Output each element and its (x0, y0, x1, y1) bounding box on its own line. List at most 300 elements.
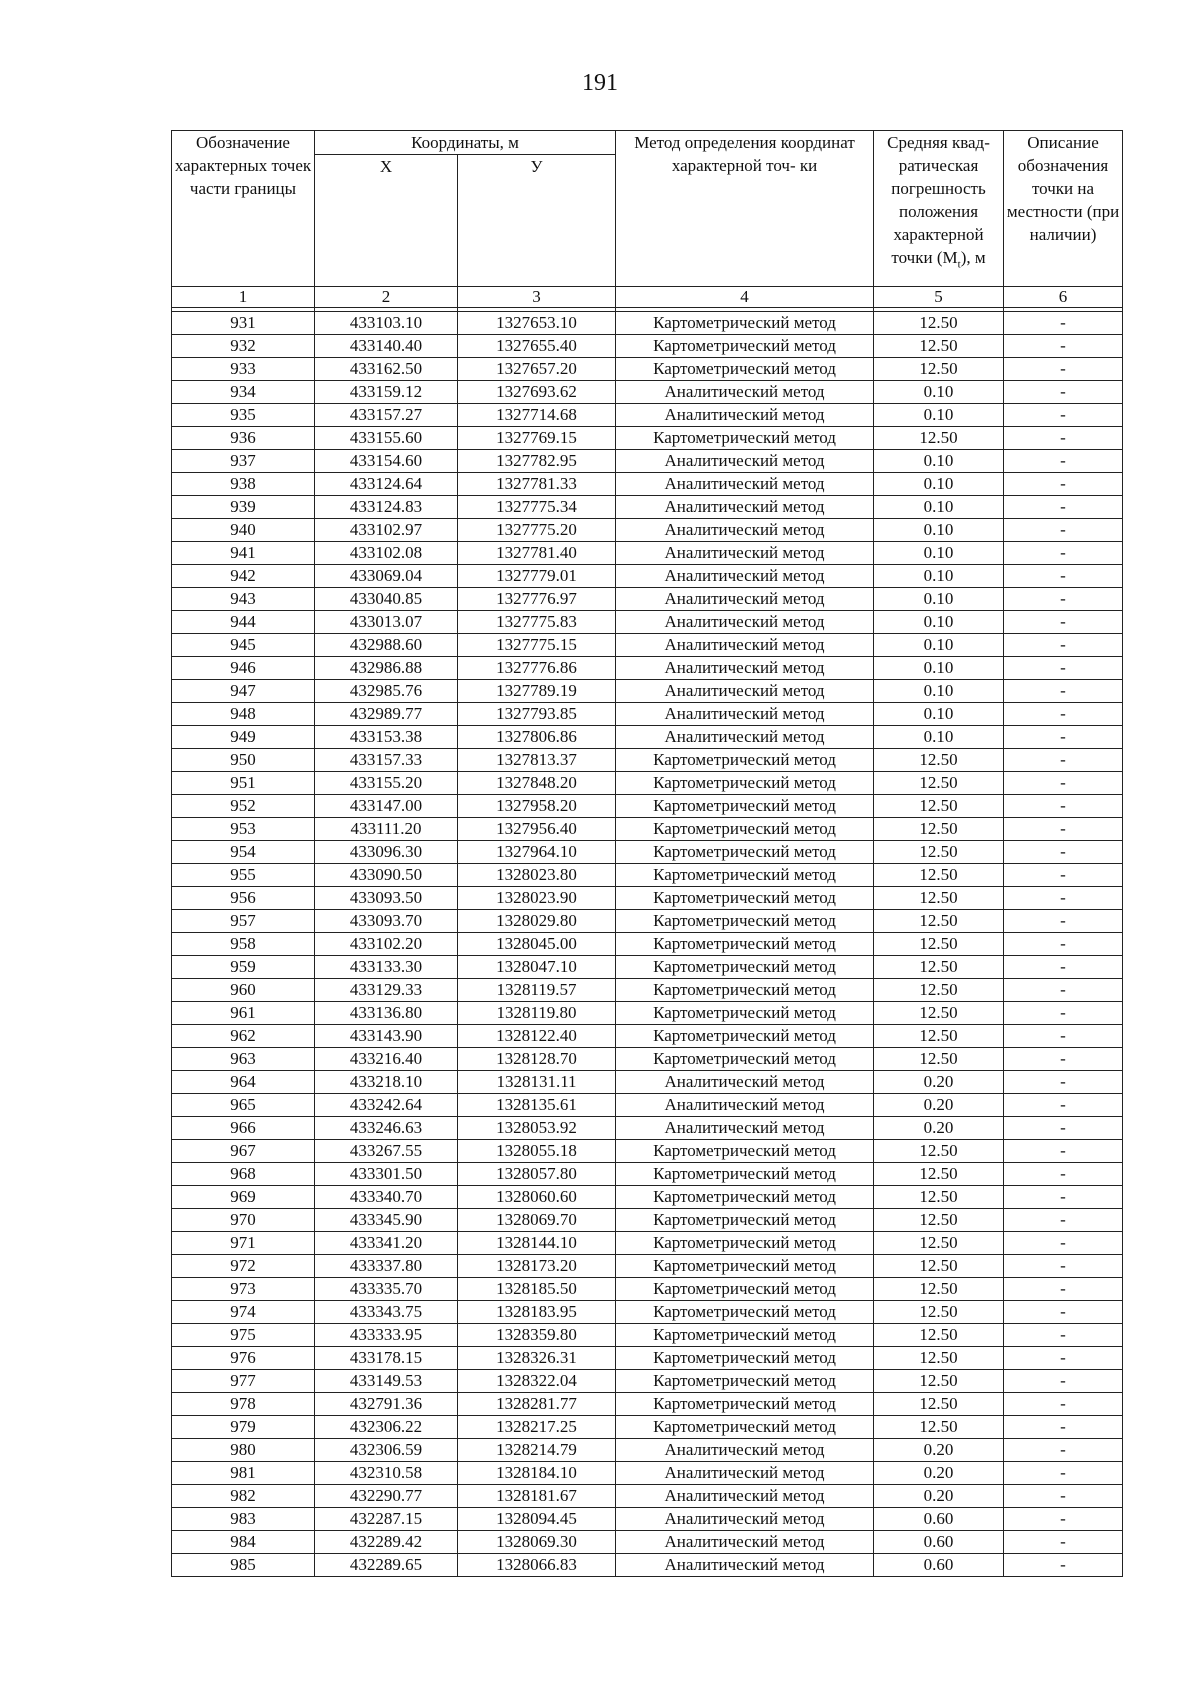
error-cell: 12.50 (874, 979, 1004, 1002)
table-row (172, 1163, 1123, 1186)
error-cell: 12.50 (874, 1324, 1004, 1347)
description-cell: - (1004, 1554, 1123, 1577)
error-cell: 0.20 (874, 1117, 1004, 1140)
description-cell: - (1004, 956, 1123, 979)
y-cell: 1328185.50 (458, 1278, 616, 1301)
table-row (172, 933, 1123, 956)
point-id-cell: 950 (172, 749, 315, 772)
method-cell: Картометрический метод (616, 1347, 874, 1370)
method-cell: Аналитический метод (616, 680, 874, 703)
method-cell: Аналитический метод (616, 565, 874, 588)
error-cell: 12.50 (874, 910, 1004, 933)
x-cell: 432289.65 (315, 1554, 458, 1577)
description-cell: - (1004, 1324, 1123, 1347)
y-cell: 1327775.83 (458, 611, 616, 634)
method-cell: Картометрический метод (616, 1301, 874, 1324)
point-id-cell: 966 (172, 1117, 315, 1140)
table-row (172, 1140, 1123, 1163)
header-coordinates: Координаты, м (315, 131, 616, 155)
x-cell: 433124.83 (315, 496, 458, 519)
y-cell: 1328023.90 (458, 887, 616, 910)
table-row (172, 703, 1123, 726)
table-row (172, 1232, 1123, 1255)
y-cell: 1327655.40 (458, 335, 616, 358)
description-cell: - (1004, 1232, 1123, 1255)
x-cell: 433102.08 (315, 542, 458, 565)
x-cell: 433069.04 (315, 565, 458, 588)
error-cell: 0.20 (874, 1439, 1004, 1462)
table-row (172, 726, 1123, 749)
x-cell: 433155.20 (315, 772, 458, 795)
method-cell: Аналитический метод (616, 381, 874, 404)
point-id-cell: 956 (172, 887, 315, 910)
error-cell: 12.50 (874, 864, 1004, 887)
table-row (172, 841, 1123, 864)
y-cell: 1328119.57 (458, 979, 616, 1002)
description-cell: - (1004, 1370, 1123, 1393)
y-cell: 1328214.79 (458, 1439, 616, 1462)
point-id-cell: 972 (172, 1255, 315, 1278)
y-cell: 1327782.95 (458, 450, 616, 473)
table-row (172, 634, 1123, 657)
error-cell: 12.50 (874, 1416, 1004, 1439)
y-cell: 1328057.80 (458, 1163, 616, 1186)
method-cell: Аналитический метод (616, 1508, 874, 1531)
x-cell: 433103.10 (315, 312, 458, 335)
method-cell: Аналитический метод (616, 473, 874, 496)
x-cell: 433343.75 (315, 1301, 458, 1324)
header-description: Описание обозначения точки на местности (при наличии) (1004, 131, 1123, 287)
method-cell: Аналитический метод (616, 519, 874, 542)
description-cell: - (1004, 473, 1123, 496)
x-cell: 433335.70 (315, 1278, 458, 1301)
x-cell: 433102.20 (315, 933, 458, 956)
point-id-cell: 980 (172, 1439, 315, 1462)
description-cell: - (1004, 312, 1123, 335)
description-cell: - (1004, 1462, 1123, 1485)
point-id-cell: 935 (172, 404, 315, 427)
x-cell: 433096.30 (315, 841, 458, 864)
method-cell: Картометрический метод (616, 1370, 874, 1393)
error-cell: 12.50 (874, 1048, 1004, 1071)
error-cell: 12.50 (874, 1232, 1004, 1255)
x-cell: 432985.76 (315, 680, 458, 703)
error-cell: 12.50 (874, 795, 1004, 818)
point-id-cell: 946 (172, 657, 315, 680)
point-id-cell: 951 (172, 772, 315, 795)
point-id-cell: 962 (172, 1025, 315, 1048)
method-cell: Картометрический метод (616, 795, 874, 818)
description-cell: - (1004, 496, 1123, 519)
y-cell: 1327775.15 (458, 634, 616, 657)
description-cell: - (1004, 1186, 1123, 1209)
y-cell: 1328119.80 (458, 1002, 616, 1025)
point-id-cell: 968 (172, 1163, 315, 1186)
table-row (172, 1117, 1123, 1140)
description-cell: - (1004, 1347, 1123, 1370)
x-cell: 433102.97 (315, 519, 458, 542)
method-cell: Картометрический метод (616, 1140, 874, 1163)
table-row (172, 1071, 1123, 1094)
method-cell: Картометрический метод (616, 1232, 874, 1255)
description-cell: - (1004, 1531, 1123, 1554)
description-cell: - (1004, 450, 1123, 473)
description-cell: - (1004, 1416, 1123, 1439)
y-cell: 1328066.83 (458, 1554, 616, 1577)
method-cell: Картометрический метод (616, 1186, 874, 1209)
y-cell: 1327653.10 (458, 312, 616, 335)
y-cell: 1328069.70 (458, 1209, 616, 1232)
method-cell: Аналитический метод (616, 1117, 874, 1140)
y-cell: 1328069.30 (458, 1531, 616, 1554)
y-cell: 1328128.70 (458, 1048, 616, 1071)
x-cell: 433246.63 (315, 1117, 458, 1140)
error-cell: 12.50 (874, 818, 1004, 841)
x-cell: 433133.30 (315, 956, 458, 979)
header-error (874, 131, 1004, 287)
point-id-cell: 947 (172, 680, 315, 703)
table-row (172, 519, 1123, 542)
error-cell: 12.50 (874, 1347, 1004, 1370)
y-cell: 1327657.20 (458, 358, 616, 381)
x-cell: 433301.50 (315, 1163, 458, 1186)
point-id-cell: 976 (172, 1347, 315, 1370)
table-row (172, 312, 1123, 335)
x-cell: 432310.58 (315, 1462, 458, 1485)
description-cell: - (1004, 795, 1123, 818)
table-row (172, 1531, 1123, 1554)
boundary-points-table (171, 130, 1123, 1577)
error-cell: 0.20 (874, 1071, 1004, 1094)
table-row (172, 887, 1123, 910)
error-cell: 0.20 (874, 1485, 1004, 1508)
x-cell: 433147.00 (315, 795, 458, 818)
point-id-cell: 949 (172, 726, 315, 749)
y-cell: 1328144.10 (458, 1232, 616, 1255)
point-id-cell: 978 (172, 1393, 315, 1416)
table-header (172, 131, 1123, 287)
method-cell: Аналитический метод (616, 1554, 874, 1577)
table-row (172, 1554, 1123, 1577)
method-cell: Картометрический метод (616, 1278, 874, 1301)
method-cell: Аналитический метод (616, 657, 874, 680)
x-cell: 433157.33 (315, 749, 458, 772)
description-cell: - (1004, 381, 1123, 404)
point-id-cell: 960 (172, 979, 315, 1002)
y-cell: 1328023.80 (458, 864, 616, 887)
column-number: 5 (874, 287, 1004, 308)
x-cell: 433140.40 (315, 335, 458, 358)
error-cell: 12.50 (874, 1393, 1004, 1416)
point-id-cell: 984 (172, 1531, 315, 1554)
point-id-cell: 953 (172, 818, 315, 841)
point-id-cell: 937 (172, 450, 315, 473)
method-cell: Аналитический метод (616, 1485, 874, 1508)
error-cell: 0.10 (874, 519, 1004, 542)
column-number-row (172, 287, 1123, 312)
x-cell: 433345.90 (315, 1209, 458, 1232)
y-cell: 1328053.92 (458, 1117, 616, 1140)
method-cell: Аналитический метод (616, 542, 874, 565)
description-cell: - (1004, 1140, 1123, 1163)
table-row (172, 795, 1123, 818)
x-cell: 433162.50 (315, 358, 458, 381)
method-cell: Аналитический метод (616, 496, 874, 519)
table-row (172, 1324, 1123, 1347)
table-row (172, 542, 1123, 565)
description-cell: - (1004, 611, 1123, 634)
error-cell: 12.50 (874, 887, 1004, 910)
y-cell: 1327789.19 (458, 680, 616, 703)
table-row (172, 565, 1123, 588)
error-cell: 12.50 (874, 1140, 1004, 1163)
x-cell: 432988.60 (315, 634, 458, 657)
point-id-cell: 931 (172, 312, 315, 335)
table-row (172, 979, 1123, 1002)
description-cell: - (1004, 1255, 1123, 1278)
table-row (172, 335, 1123, 358)
description-cell: - (1004, 887, 1123, 910)
y-cell: 1327781.40 (458, 542, 616, 565)
point-id-cell: 981 (172, 1462, 315, 1485)
table-row (172, 358, 1123, 381)
x-cell: 433155.60 (315, 427, 458, 450)
method-cell: Аналитический метод (616, 634, 874, 657)
x-cell: 433093.50 (315, 887, 458, 910)
table-row (172, 404, 1123, 427)
description-cell: - (1004, 335, 1123, 358)
error-cell: 0.10 (874, 565, 1004, 588)
y-cell: 1328326.31 (458, 1347, 616, 1370)
point-id-cell: 958 (172, 933, 315, 956)
method-cell: Картометрический метод (616, 1393, 874, 1416)
description-cell: - (1004, 588, 1123, 611)
column-number: 2 (315, 287, 458, 308)
method-cell: Картометрический метод (616, 1025, 874, 1048)
table-row (172, 1025, 1123, 1048)
column-number: 1 (172, 287, 315, 308)
x-cell: 433153.38 (315, 726, 458, 749)
table-row (172, 1255, 1123, 1278)
error-cell: 0.20 (874, 1462, 1004, 1485)
method-cell: Картометрический метод (616, 910, 874, 933)
table-body (172, 312, 1123, 1577)
description-cell: - (1004, 1393, 1123, 1416)
method-cell: Аналитический метод (616, 1531, 874, 1554)
x-cell: 433093.70 (315, 910, 458, 933)
point-id-cell: 969 (172, 1186, 315, 1209)
method-cell: Картометрический метод (616, 864, 874, 887)
x-cell: 433216.40 (315, 1048, 458, 1071)
header-x: X (315, 155, 458, 287)
description-cell: - (1004, 1301, 1123, 1324)
error-cell: 12.50 (874, 427, 1004, 450)
point-id-cell: 963 (172, 1048, 315, 1071)
error-cell: 12.50 (874, 1186, 1004, 1209)
error-cell: 12.50 (874, 1301, 1004, 1324)
x-cell: 433218.10 (315, 1071, 458, 1094)
table-row (172, 1439, 1123, 1462)
method-cell: Картометрический метод (616, 1002, 874, 1025)
description-cell: - (1004, 749, 1123, 772)
y-cell: 1328135.61 (458, 1094, 616, 1117)
point-id-cell: 964 (172, 1071, 315, 1094)
description-cell: - (1004, 979, 1123, 1002)
description-cell: - (1004, 1163, 1123, 1186)
y-cell: 1328029.80 (458, 910, 616, 933)
y-cell: 1328122.40 (458, 1025, 616, 1048)
table-row (172, 1393, 1123, 1416)
x-cell: 432986.88 (315, 657, 458, 680)
point-id-cell: 973 (172, 1278, 315, 1301)
description-cell: - (1004, 358, 1123, 381)
method-cell: Картометрический метод (616, 933, 874, 956)
point-id-cell: 977 (172, 1370, 315, 1393)
method-cell: Аналитический метод (616, 450, 874, 473)
table-row (172, 1485, 1123, 1508)
table-row (172, 956, 1123, 979)
y-cell: 1327793.85 (458, 703, 616, 726)
table-row (172, 1048, 1123, 1071)
description-cell: - (1004, 1278, 1123, 1301)
y-cell: 1327776.86 (458, 657, 616, 680)
error-cell: 0.10 (874, 611, 1004, 634)
point-id-cell: 942 (172, 565, 315, 588)
method-cell: Картометрический метод (616, 1209, 874, 1232)
description-cell: - (1004, 910, 1123, 933)
description-cell: - (1004, 1025, 1123, 1048)
error-cell: 0.10 (874, 703, 1004, 726)
column-number: 6 (1004, 287, 1123, 308)
table-row (172, 910, 1123, 933)
method-cell: Аналитический метод (616, 1094, 874, 1117)
y-cell: 1328131.11 (458, 1071, 616, 1094)
header-y: У (458, 155, 616, 287)
table-row (172, 1301, 1123, 1324)
error-cell: 12.50 (874, 933, 1004, 956)
y-cell: 1328045.00 (458, 933, 616, 956)
error-cell: 0.10 (874, 588, 1004, 611)
description-cell: - (1004, 657, 1123, 680)
y-cell: 1328359.80 (458, 1324, 616, 1347)
point-id-cell: 944 (172, 611, 315, 634)
method-cell: Картометрический метод (616, 1416, 874, 1439)
method-cell: Картометрический метод (616, 818, 874, 841)
description-cell: - (1004, 1094, 1123, 1117)
y-cell: 1328181.67 (458, 1485, 616, 1508)
table-row (172, 1416, 1123, 1439)
error-cell: 12.50 (874, 1209, 1004, 1232)
point-id-cell: 983 (172, 1508, 315, 1531)
error-cell: 0.60 (874, 1508, 1004, 1531)
description-cell: - (1004, 726, 1123, 749)
x-cell: 433157.27 (315, 404, 458, 427)
error-cell: 0.10 (874, 404, 1004, 427)
point-id-cell: 952 (172, 795, 315, 818)
point-id-cell: 961 (172, 1002, 315, 1025)
description-cell: - (1004, 1485, 1123, 1508)
method-cell: Картометрический метод (616, 1324, 874, 1347)
description-cell: - (1004, 427, 1123, 450)
method-cell: Аналитический метод (616, 1071, 874, 1094)
x-cell: 432791.36 (315, 1393, 458, 1416)
method-cell: Аналитический метод (616, 404, 874, 427)
error-cell: 12.50 (874, 1002, 1004, 1025)
description-cell: - (1004, 1508, 1123, 1531)
x-cell: 433124.64 (315, 473, 458, 496)
y-cell: 1327714.68 (458, 404, 616, 427)
table-row (172, 611, 1123, 634)
error-cell: 0.10 (874, 450, 1004, 473)
table-row (172, 1209, 1123, 1232)
error-cell: 0.20 (874, 1094, 1004, 1117)
page-number: 191 (582, 70, 618, 96)
x-cell: 433136.80 (315, 1002, 458, 1025)
x-cell: 433040.85 (315, 588, 458, 611)
x-cell: 433337.80 (315, 1255, 458, 1278)
description-cell: - (1004, 1439, 1123, 1462)
x-cell: 433159.12 (315, 381, 458, 404)
x-cell: 432289.42 (315, 1531, 458, 1554)
y-cell: 1327781.33 (458, 473, 616, 496)
x-cell: 432287.15 (315, 1508, 458, 1531)
method-cell: Картометрический метод (616, 841, 874, 864)
point-id-cell: 945 (172, 634, 315, 657)
x-cell: 433341.20 (315, 1232, 458, 1255)
table-row (172, 496, 1123, 519)
description-cell: - (1004, 772, 1123, 795)
point-id-cell: 974 (172, 1301, 315, 1324)
column-number: 4 (616, 287, 874, 308)
y-cell: 1328322.04 (458, 1370, 616, 1393)
y-cell: 1327848.20 (458, 772, 616, 795)
error-cell: 0.10 (874, 726, 1004, 749)
method-cell: Картометрический метод (616, 1163, 874, 1186)
description-cell: - (1004, 841, 1123, 864)
y-cell: 1328281.77 (458, 1393, 616, 1416)
error-cell: 12.50 (874, 772, 1004, 795)
error-cell: 0.10 (874, 473, 1004, 496)
point-id-cell: 939 (172, 496, 315, 519)
method-cell: Картометрический метод (616, 979, 874, 1002)
table-row (172, 749, 1123, 772)
point-id-cell: 940 (172, 519, 315, 542)
column-number: 3 (458, 287, 616, 308)
table-row (172, 588, 1123, 611)
description-cell: - (1004, 703, 1123, 726)
table-row (172, 818, 1123, 841)
x-cell: 433111.20 (315, 818, 458, 841)
description-cell: - (1004, 680, 1123, 703)
x-cell: 433143.90 (315, 1025, 458, 1048)
error-cell: 12.50 (874, 956, 1004, 979)
error-cell: 0.10 (874, 542, 1004, 565)
error-cell: 0.10 (874, 634, 1004, 657)
point-id-cell: 975 (172, 1324, 315, 1347)
method-cell: Картометрический метод (616, 335, 874, 358)
x-cell: 433178.15 (315, 1347, 458, 1370)
error-cell: 0.60 (874, 1554, 1004, 1577)
method-cell: Картометрический метод (616, 749, 874, 772)
table-row (172, 772, 1123, 795)
error-cell: 12.50 (874, 335, 1004, 358)
description-cell: - (1004, 404, 1123, 427)
point-id-cell: 938 (172, 473, 315, 496)
point-id-cell: 967 (172, 1140, 315, 1163)
error-cell: 12.50 (874, 358, 1004, 381)
table-row (172, 450, 1123, 473)
method-cell: Аналитический метод (616, 703, 874, 726)
